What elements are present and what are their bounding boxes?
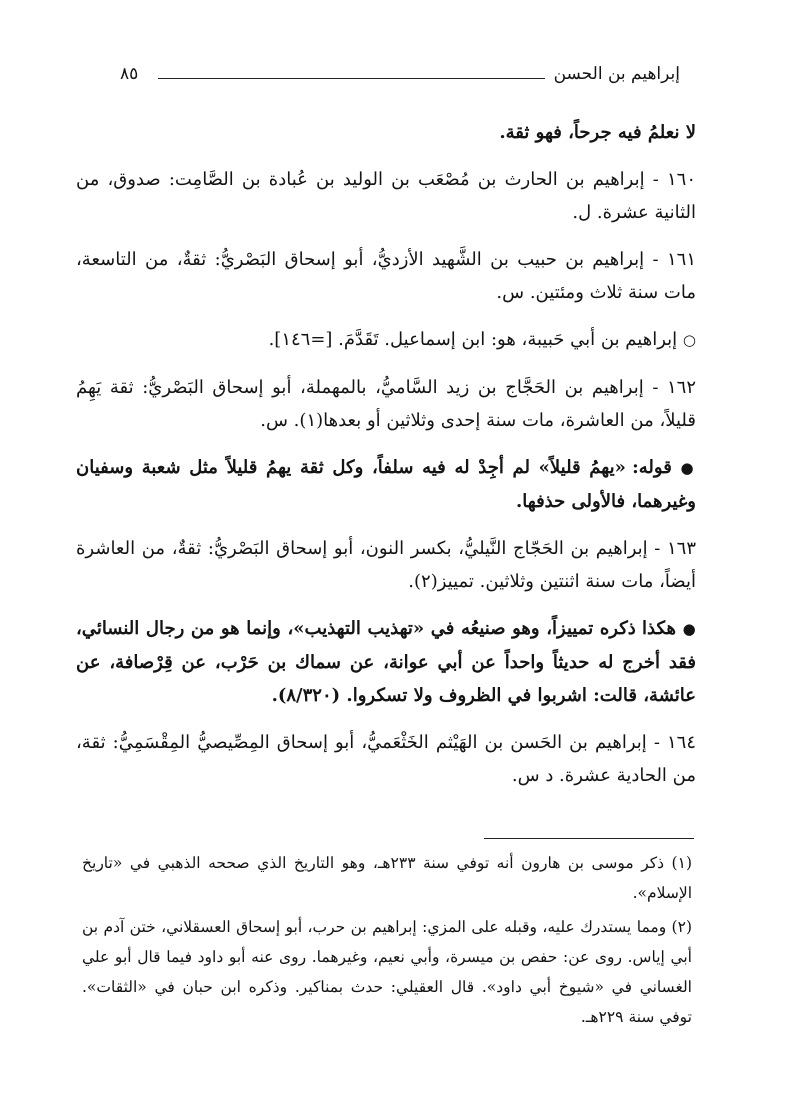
footnote-1: (١) ذكر موسى بن هارون أنه توفي سنة ٢٣٣هـ، وهو التاريخ الذي صححه الذهبي في «تاريخ الإسلام». (82, 854, 692, 902)
cross-reference-text: إبراهيم بن أبي حَبيبة، هو: ابن إسماعيل. تَقَدَّمَ. [=١٤٦]. (268, 329, 678, 350)
entry-161: ١٦١ - إبراهيم بن حبيب بن الشَّهيد الأزديُّ، أبو إسحاق البَصْريُّ: ثقةٌ، من التاسعة، مات سنة ثلاث ومئتين. س. (76, 249, 696, 303)
commentary-text: هكذا ذكره تمييزاً، وهو صنيعُه في «تهذيب التهذيب»، وإنما هو من رجال النسائي، فقد أخرج له حديثاً واحداً عن أبي عوانة، عن سماك بن حَرْب، عن قِرْصافة، عن عائشة، قالت: اشربوا في الظروف ولا تسكروا. (٨/٣٢٠). (76, 618, 696, 706)
circle-icon: ○ (682, 331, 696, 349)
running-header (120, 64, 680, 94)
footnotes (82, 848, 692, 1036)
entry-160: ١٦٠ - إبراهيم بن الحارث بن مُصْعَب بن الوليد بن عُبادة بن الصَّامِت: صدوق، من الثانية عشرة. ل. (76, 169, 696, 223)
main-text (76, 116, 696, 806)
footnote-2: (٢) ومما يستدرك عليه، وقبله على المزي: إبراهيم بن حرب، أبو إسحاق العسقلاني، ختن آدم بن أبي إياس. روى عن: حفص بن ميسرة، وأبي نعيم، وغيرهما. روى عنه أبو داود فيما قال أبو علي الغساني في «شيوخ أبي داود». قال العقيلي: حدث بمناكير. وذكره ابن حبان في «الثقات». توفي سنة ٢٢٩هـ. (82, 918, 692, 1026)
cross-reference-entry (76, 323, 696, 357)
entry-163: ١٦٣ - إبراهيم بن الحَجّاج النَّيليُّ، بكسر النون، أبو إسحاق البَصْريُّ: ثقةٌ، من العاشرة أيضاً، مات سنة اثنتين وثلاثين. تمييز(٢). (76, 538, 696, 592)
commentary-text: قوله: «يهمُ قليلاً» لم أجِدْ له فيه سلفاً، وكل ثقة يهمُ قليلاً مثل شعبة وسفيان وغيرهما، فالأولى حذفها. (76, 457, 696, 512)
bullet-icon: ● (680, 459, 696, 477)
entry-continuation: لا نعلمُ فيه جرحاً، فهو ثقة. (499, 122, 696, 143)
header-rule (158, 78, 545, 79)
bullet-icon: ● (682, 620, 696, 638)
page-number: ٨٥ (120, 64, 139, 84)
entry-162: ١٦٢ - إبراهيم بن الحَجَّاج بن زيد السَّاميُّ، بالمهملة، أبو إسحاق البَصْريُّ: ثقة يَهِمُ قليلاً، من العاشرة، مات سنة إحدى وثلاثين أو بعدها(١). س. (76, 377, 696, 431)
commentary-163 (76, 612, 696, 712)
entry-164: ١٦٤ - إبراهيم بن الحَسن بن الهَيْثم الخَثْعَميُّ، أبو إسحاق المِصِّيصيُّ المِقْسَمِيُّ: ثقة، من الحادية عشرة. د س. (76, 732, 696, 786)
footnote-rule (484, 838, 694, 839)
header-title: إبراهيم بن الحسن (553, 64, 680, 84)
commentary-162 (76, 451, 696, 518)
